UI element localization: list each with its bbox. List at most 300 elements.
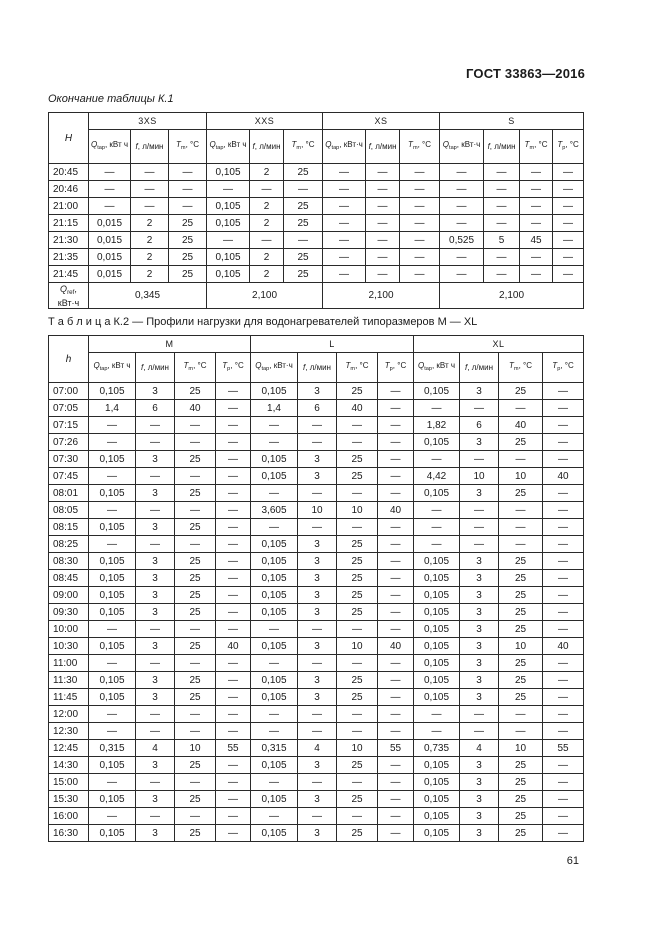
table-row (49, 808, 584, 825)
value-cell: — (136, 434, 175, 451)
value-cell: 0,105 (89, 638, 136, 655)
value-cell: 0,105 (414, 825, 460, 842)
value-cell: — (250, 232, 284, 249)
value-cell: 0,105 (251, 587, 298, 604)
time-cell: 08:45 (49, 570, 89, 587)
table-row (49, 689, 584, 706)
value-cell: 25 (337, 757, 378, 774)
value-cell: — (543, 689, 584, 706)
time-cell: 07:26 (49, 434, 89, 451)
value-cell: 0,105 (414, 638, 460, 655)
value-cell: 0,105 (89, 553, 136, 570)
value-cell: — (378, 451, 414, 468)
value-cell: — (499, 400, 543, 417)
value-cell: — (366, 181, 400, 198)
value-cell: — (216, 434, 251, 451)
value-cell: — (520, 198, 553, 215)
table2-group-l: L (251, 336, 414, 353)
value-cell: — (414, 723, 460, 740)
value-cell: — (543, 519, 584, 536)
value-cell: — (216, 468, 251, 485)
value-cell: 3 (460, 485, 499, 502)
value-cell: 0,105 (251, 604, 298, 621)
value-cell: — (216, 672, 251, 689)
value-cell: 25 (175, 587, 216, 604)
value-cell: — (499, 451, 543, 468)
table2-key-header: h (49, 336, 89, 383)
table2-subheader: f, л/мин (298, 353, 337, 383)
table-row (49, 604, 584, 621)
value-cell: — (543, 757, 584, 774)
value-cell: 25 (337, 791, 378, 808)
value-cell: — (378, 825, 414, 842)
value-cell: — (136, 417, 175, 434)
table-row (49, 723, 584, 740)
value-cell: — (298, 774, 337, 791)
value-cell: — (543, 791, 584, 808)
value-cell: — (136, 621, 175, 638)
value-cell: — (89, 434, 136, 451)
value-cell: — (543, 383, 584, 400)
time-cell: 16:00 (49, 808, 89, 825)
table1-subheader: f, л/мин (250, 130, 284, 164)
time-cell: 12:45 (49, 740, 89, 757)
value-cell: 25 (499, 485, 543, 502)
value-cell: 3 (460, 808, 499, 825)
value-cell: 0,105 (414, 553, 460, 570)
value-cell: 0,105 (89, 383, 136, 400)
value-cell: — (460, 706, 499, 723)
value-cell: — (543, 553, 584, 570)
time-cell: 21:15 (49, 215, 89, 232)
value-cell: 0,105 (207, 249, 250, 266)
time-cell: 11:30 (49, 672, 89, 689)
value-cell: 0,105 (89, 485, 136, 502)
value-cell: 40 (216, 638, 251, 655)
value-cell: — (175, 434, 216, 451)
value-cell: 0,525 (440, 232, 484, 249)
value-cell: 0,105 (414, 570, 460, 587)
value-cell: — (400, 232, 440, 249)
table2-subheader: f, л/мин (460, 353, 499, 383)
value-cell: 6 (136, 400, 175, 417)
value-cell: 0,105 (414, 621, 460, 638)
value-cell: 55 (378, 740, 414, 757)
value-cell: — (216, 621, 251, 638)
time-cell: 12:30 (49, 723, 89, 740)
value-cell: — (337, 655, 378, 672)
table-row (49, 536, 584, 553)
value-cell: — (520, 181, 553, 198)
value-cell: 3 (136, 825, 175, 842)
table2-subheader: $T_p$, °C (216, 353, 251, 383)
value-cell: — (175, 808, 216, 825)
value-cell: 25 (337, 468, 378, 485)
table1-subheader: $T_m$, °C (284, 130, 323, 164)
value-cell: 3 (136, 587, 175, 604)
value-cell: — (216, 655, 251, 672)
value-cell: — (89, 706, 136, 723)
value-cell: — (378, 604, 414, 621)
value-cell: — (337, 774, 378, 791)
table1-subheader: $T_m$, °C (169, 130, 207, 164)
value-cell: — (378, 723, 414, 740)
value-cell: 6 (298, 400, 337, 417)
table1-subheader: $Q_{tap}$, кВт ч (89, 130, 131, 164)
value-cell: 0,105 (89, 757, 136, 774)
table-k1-continuation (48, 112, 584, 309)
value-cell: 0,105 (251, 570, 298, 587)
table-row (49, 181, 584, 198)
value-cell: 3 (460, 774, 499, 791)
value-cell: 3 (460, 757, 499, 774)
value-cell: — (89, 417, 136, 434)
value-cell: 3 (298, 825, 337, 842)
value-cell: — (414, 400, 460, 417)
value-cell: 25 (337, 451, 378, 468)
value-cell: — (484, 164, 520, 181)
value-cell: 0,105 (414, 587, 460, 604)
value-cell: 1,4 (251, 400, 298, 417)
table-row (49, 757, 584, 774)
time-cell: 12:00 (49, 706, 89, 723)
table1-qref-3xs: 0,345 (89, 283, 207, 309)
value-cell: 3 (298, 383, 337, 400)
value-cell: 3 (298, 757, 337, 774)
value-cell: — (543, 536, 584, 553)
value-cell: 0,105 (251, 536, 298, 553)
value-cell: 3 (136, 791, 175, 808)
table1-group-3xs: 3XS (89, 113, 207, 130)
value-cell: — (216, 689, 251, 706)
value-cell: 25 (499, 791, 543, 808)
value-cell: — (216, 383, 251, 400)
value-cell: 0,105 (251, 672, 298, 689)
table1-subheader: $T_m$, °C (520, 130, 553, 164)
value-cell: 3 (460, 383, 499, 400)
table2-subheader: $T_p$, °C (378, 353, 414, 383)
value-cell: — (136, 723, 175, 740)
value-cell: 25 (499, 587, 543, 604)
value-cell: 25 (499, 774, 543, 791)
value-cell: 3 (136, 638, 175, 655)
value-cell: — (543, 706, 584, 723)
value-cell: — (543, 604, 584, 621)
value-cell: 3 (298, 536, 337, 553)
table-row (49, 502, 584, 519)
value-cell: 3 (136, 570, 175, 587)
value-cell: — (131, 181, 169, 198)
value-cell: — (414, 502, 460, 519)
value-cell: 0,105 (251, 451, 298, 468)
time-cell: 10:30 (49, 638, 89, 655)
value-cell: — (543, 570, 584, 587)
value-cell: 25 (337, 825, 378, 842)
value-cell: — (543, 774, 584, 791)
value-cell: — (553, 181, 584, 198)
value-cell: — (440, 249, 484, 266)
value-cell: 25 (175, 383, 216, 400)
table-row (49, 383, 584, 400)
value-cell: 3 (460, 825, 499, 842)
value-cell: 25 (499, 689, 543, 706)
value-cell: — (378, 672, 414, 689)
value-cell: — (543, 502, 584, 519)
value-cell: 0,105 (89, 825, 136, 842)
value-cell: — (298, 706, 337, 723)
value-cell: 25 (175, 672, 216, 689)
value-cell: 25 (175, 689, 216, 706)
value-cell: 0,015 (89, 232, 131, 249)
time-cell: 08:01 (49, 485, 89, 502)
value-cell: — (440, 164, 484, 181)
table1-subheader: f, л/мин (366, 130, 400, 164)
value-cell: 0,015 (89, 215, 131, 232)
table1-qref-xxs: 2,100 (207, 283, 323, 309)
value-cell: 3 (298, 587, 337, 604)
table-row (49, 825, 584, 842)
table-row (49, 164, 584, 181)
value-cell: 25 (499, 825, 543, 842)
value-cell: 0,105 (414, 689, 460, 706)
value-cell: 1,4 (89, 400, 136, 417)
value-cell: 25 (499, 604, 543, 621)
value-cell: — (89, 808, 136, 825)
time-cell: 20:45 (49, 164, 89, 181)
value-cell: — (543, 434, 584, 451)
value-cell: 25 (337, 570, 378, 587)
value-cell: 25 (499, 434, 543, 451)
value-cell: — (298, 723, 337, 740)
value-cell: — (378, 536, 414, 553)
value-cell: 2 (250, 164, 284, 181)
value-cell: — (543, 417, 584, 434)
value-cell: — (216, 604, 251, 621)
value-cell: 3 (298, 570, 337, 587)
value-cell: 25 (499, 383, 543, 400)
value-cell: 3 (460, 604, 499, 621)
value-cell: 25 (499, 655, 543, 672)
value-cell: 3 (298, 553, 337, 570)
value-cell: 10 (499, 638, 543, 655)
value-cell: — (553, 198, 584, 215)
value-cell: — (337, 485, 378, 502)
value-cell: — (169, 164, 207, 181)
value-cell: 0,105 (251, 757, 298, 774)
value-cell: — (414, 451, 460, 468)
value-cell: 2 (250, 198, 284, 215)
value-cell: — (400, 164, 440, 181)
time-cell: 08:30 (49, 553, 89, 570)
time-cell: 21:30 (49, 232, 89, 249)
table-row (49, 740, 584, 757)
value-cell: 4 (460, 740, 499, 757)
value-cell: — (131, 164, 169, 181)
value-cell: — (378, 655, 414, 672)
table-row (49, 519, 584, 536)
value-cell: 3 (460, 553, 499, 570)
value-cell: — (484, 266, 520, 283)
value-cell: — (553, 164, 584, 181)
value-cell: — (175, 723, 216, 740)
value-cell: — (553, 215, 584, 232)
value-cell: 3 (136, 757, 175, 774)
value-cell: 0,105 (207, 215, 250, 232)
value-cell: — (136, 468, 175, 485)
value-cell: 25 (175, 553, 216, 570)
value-cell: 25 (337, 604, 378, 621)
value-cell: — (366, 266, 400, 283)
value-cell: — (169, 198, 207, 215)
value-cell: 2 (131, 215, 169, 232)
value-cell: — (366, 164, 400, 181)
value-cell: — (337, 621, 378, 638)
value-cell: 25 (175, 638, 216, 655)
value-cell: 10 (337, 740, 378, 757)
value-cell: — (216, 519, 251, 536)
value-cell: — (543, 825, 584, 842)
time-cell: 21:45 (49, 266, 89, 283)
table-row (49, 215, 584, 232)
time-cell: 09:00 (49, 587, 89, 604)
table2-subheader: $T_p$, °C (543, 353, 584, 383)
value-cell: 3 (460, 689, 499, 706)
time-cell: 10:00 (49, 621, 89, 638)
value-cell: — (378, 468, 414, 485)
value-cell: — (378, 400, 414, 417)
value-cell: — (251, 706, 298, 723)
value-cell: — (207, 232, 250, 249)
value-cell: 0,105 (414, 434, 460, 451)
value-cell: — (378, 757, 414, 774)
time-cell: 11:00 (49, 655, 89, 672)
value-cell: — (216, 791, 251, 808)
table1-subheader: f, л/мин (131, 130, 169, 164)
value-cell: — (378, 808, 414, 825)
table1-qref-s: 2,100 (440, 283, 584, 309)
value-cell: — (543, 485, 584, 502)
table-row (49, 400, 584, 417)
value-cell: — (366, 249, 400, 266)
time-cell: 07:30 (49, 451, 89, 468)
value-cell: — (216, 706, 251, 723)
table1-subheader: $Q_{tap}$, кВт ч (207, 130, 250, 164)
value-cell: 40 (378, 638, 414, 655)
value-cell: 25 (499, 621, 543, 638)
value-cell: — (298, 655, 337, 672)
value-cell: 0,105 (89, 570, 136, 587)
value-cell: 25 (284, 198, 323, 215)
value-cell: 3 (460, 570, 499, 587)
value-cell: 25 (337, 689, 378, 706)
value-cell: 6 (460, 417, 499, 434)
value-cell: 25 (169, 249, 207, 266)
value-cell: — (440, 266, 484, 283)
value-cell: — (499, 502, 543, 519)
standard-designation: ГОСТ 33863—2016 (466, 66, 585, 81)
value-cell: 25 (337, 553, 378, 570)
value-cell: — (89, 536, 136, 553)
table-row (49, 655, 584, 672)
table1-subheader: $T_m$, °C (400, 130, 440, 164)
value-cell: — (251, 485, 298, 502)
value-cell: — (400, 249, 440, 266)
value-cell: — (378, 553, 414, 570)
value-cell: — (520, 215, 553, 232)
time-cell: 07:45 (49, 468, 89, 485)
value-cell: — (298, 417, 337, 434)
value-cell: — (216, 417, 251, 434)
value-cell: — (216, 723, 251, 740)
value-cell: — (499, 536, 543, 553)
value-cell: 0,105 (251, 825, 298, 842)
value-cell: — (499, 706, 543, 723)
value-cell: — (337, 434, 378, 451)
value-cell: — (543, 808, 584, 825)
value-cell: 3 (136, 689, 175, 706)
value-cell: — (337, 808, 378, 825)
value-cell: — (175, 655, 216, 672)
value-cell: — (378, 383, 414, 400)
value-cell: 25 (175, 485, 216, 502)
table2-subheader: $T_m$, °C (175, 353, 216, 383)
value-cell: — (251, 519, 298, 536)
value-cell: 10 (499, 740, 543, 757)
table-row (49, 266, 584, 283)
value-cell: — (499, 519, 543, 536)
value-cell: — (484, 181, 520, 198)
value-cell: — (484, 198, 520, 215)
value-cell: 0,105 (414, 757, 460, 774)
value-cell: — (484, 215, 520, 232)
value-cell: — (175, 536, 216, 553)
table-row (49, 485, 584, 502)
value-cell: — (400, 198, 440, 215)
value-cell: 3 (136, 383, 175, 400)
value-cell: 4,42 (414, 468, 460, 485)
value-cell: — (136, 536, 175, 553)
value-cell: — (460, 451, 499, 468)
value-cell: 40 (378, 502, 414, 519)
value-cell: 0,735 (414, 740, 460, 757)
value-cell: — (216, 808, 251, 825)
value-cell: — (378, 621, 414, 638)
value-cell: — (136, 655, 175, 672)
value-cell: — (440, 198, 484, 215)
value-cell: 0,315 (89, 740, 136, 757)
value-cell: 0,105 (414, 672, 460, 689)
value-cell: — (89, 621, 136, 638)
value-cell: 3 (298, 451, 337, 468)
value-cell: 4 (136, 740, 175, 757)
value-cell: — (378, 791, 414, 808)
value-cell: 0,105 (89, 791, 136, 808)
value-cell: — (460, 723, 499, 740)
value-cell: 10 (460, 468, 499, 485)
value-cell: 0,105 (89, 519, 136, 536)
value-cell: — (414, 536, 460, 553)
value-cell: — (216, 502, 251, 519)
value-cell: — (543, 400, 584, 417)
value-cell: 3 (136, 553, 175, 570)
value-cell: 10 (337, 502, 378, 519)
value-cell: — (378, 434, 414, 451)
value-cell: — (89, 655, 136, 672)
value-cell: 25 (499, 570, 543, 587)
value-cell: — (520, 164, 553, 181)
value-cell: 10 (499, 468, 543, 485)
value-cell: — (298, 519, 337, 536)
